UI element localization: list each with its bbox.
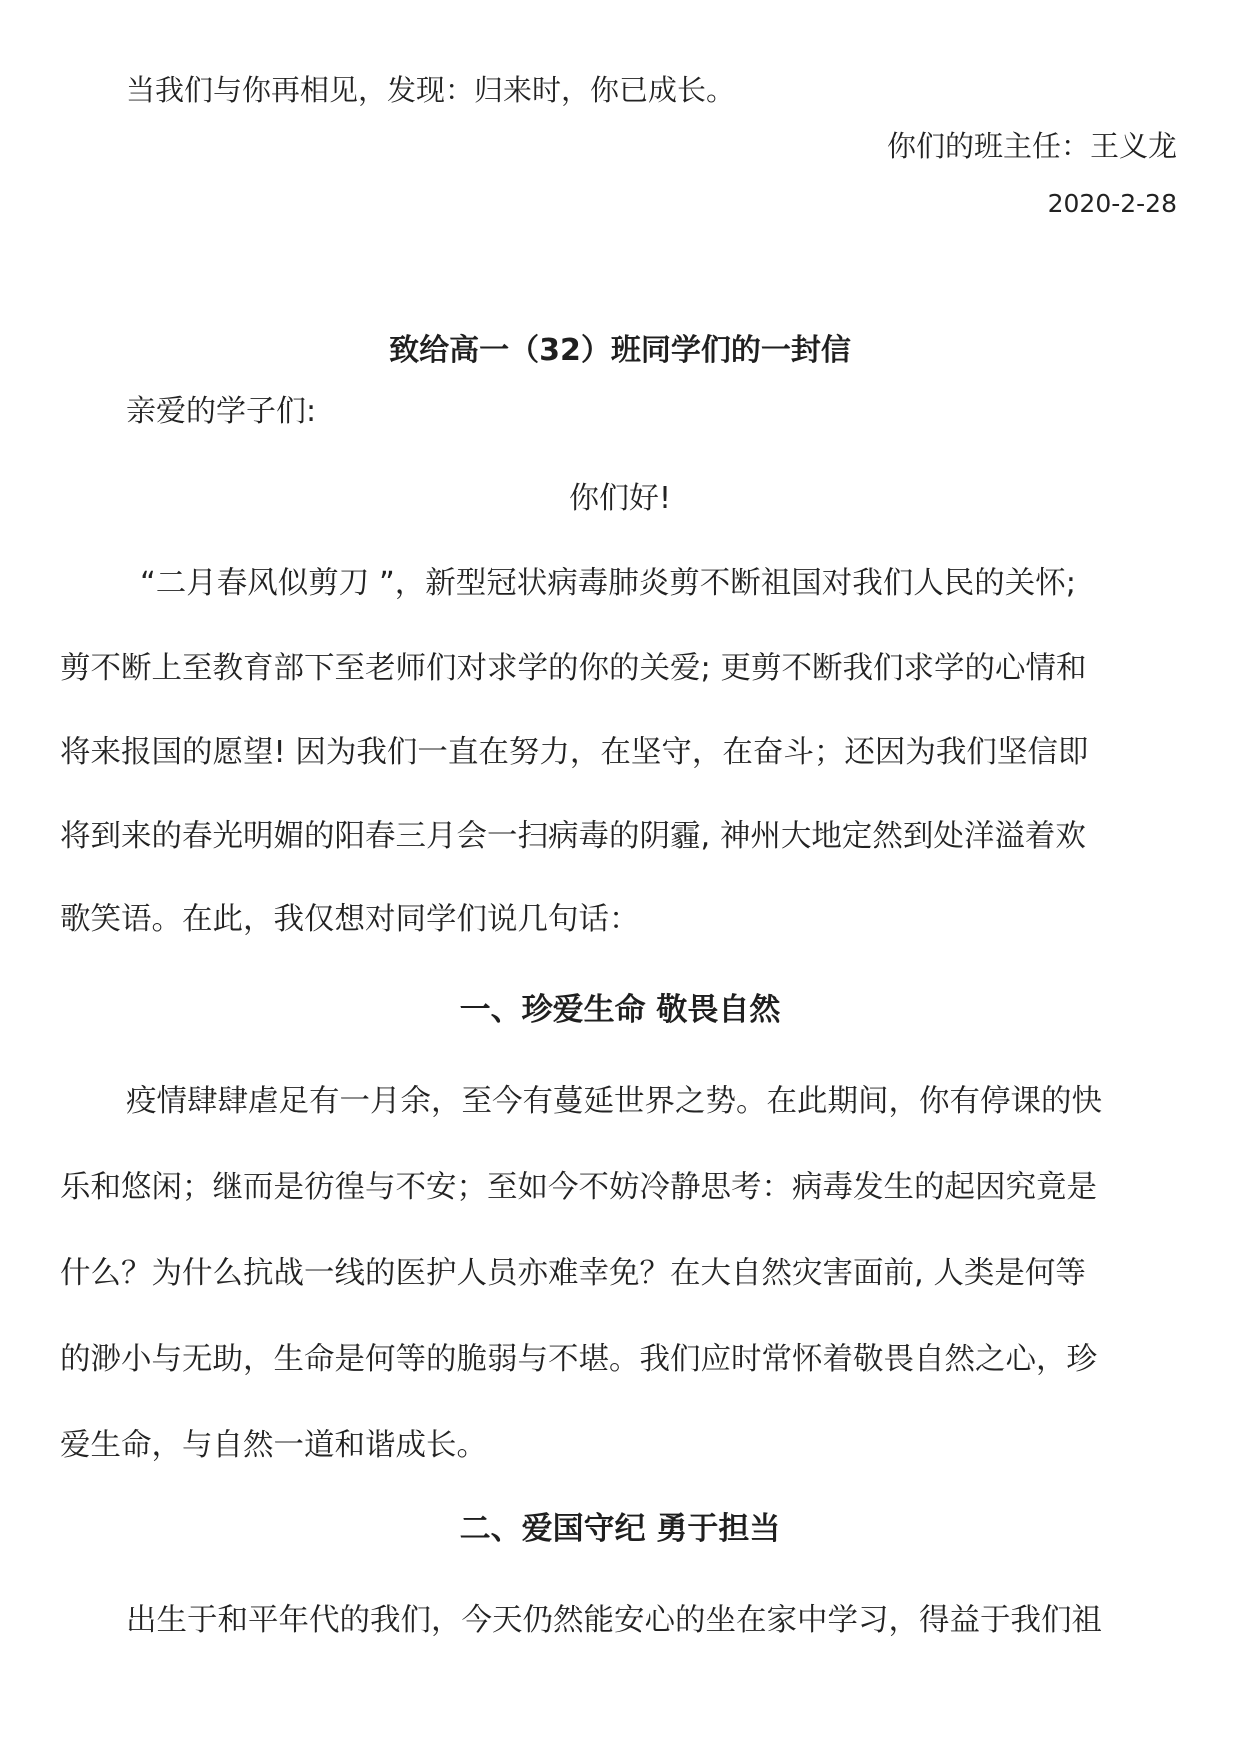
section-line: 疫情肆肆虐足有一月余，至今有蔓延世界之势。在此期间，你有停课的快 bbox=[126, 1084, 1102, 1119]
closing-line: 当我们与你再相见，发现：归来时，你已成长。 bbox=[126, 73, 736, 107]
intro-line: “二月春风似剪刀 ”，新型冠状病毒肺炎剪不断祖国对我们人民的关怀; bbox=[140, 566, 1077, 601]
section-heading: 二、爱国守纪 勇于担当 bbox=[459, 1511, 781, 1547]
letter-date: 2020-2-28 bbox=[1047, 189, 1177, 218]
section-line: 乐和悠闲；继而是彷徨与不安；至如今不妨冷静思考：病毒发生的起因究竟是 bbox=[60, 1170, 1097, 1205]
section-heading: 一、珍爱生命 敬畏自然 bbox=[459, 992, 781, 1028]
section-line: 的渺小与无助，生命是何等的脆弱与不堪。我们应时常怀着敬畏自然之心，珍 bbox=[60, 1342, 1097, 1377]
intro-line: 歌笑语。在此，我仅想对同学们说几句话： bbox=[60, 902, 640, 937]
salutation: 亲爱的学子们: bbox=[126, 394, 317, 429]
intro-line: 将来报国的愿望! 因为我们一直在努力，在坚守，在奋斗；还因为我们坚信即 bbox=[60, 735, 1089, 770]
intro-line: 剪不断上至教育部下至老师们对求学的你的关爱; 更剪不断我们求学的心情和 bbox=[60, 651, 1087, 686]
section-line: 什么？为什么抗战一线的医护人员亦难幸免？在大自然灾害面前, 人类是何等 bbox=[60, 1256, 1086, 1291]
section-line: 出生于和平年代的我们，今天仍然能安心的坐在家中学习，得益于我们祖 bbox=[126, 1603, 1102, 1638]
letter-title: 致给高一（32）班同学们的一封信 bbox=[389, 333, 851, 368]
intro-line: 将到来的春光明媚的阳春三月会一扫病毒的阴霾, 神州大地定然到处洋溢着欢 bbox=[60, 819, 1086, 854]
signature-line: 你们的班主任：王义龙 bbox=[886, 129, 1177, 163]
section-line: 爱生命，与自然一道和谐成长。 bbox=[60, 1428, 487, 1463]
greeting: 你们好! bbox=[568, 481, 672, 516]
